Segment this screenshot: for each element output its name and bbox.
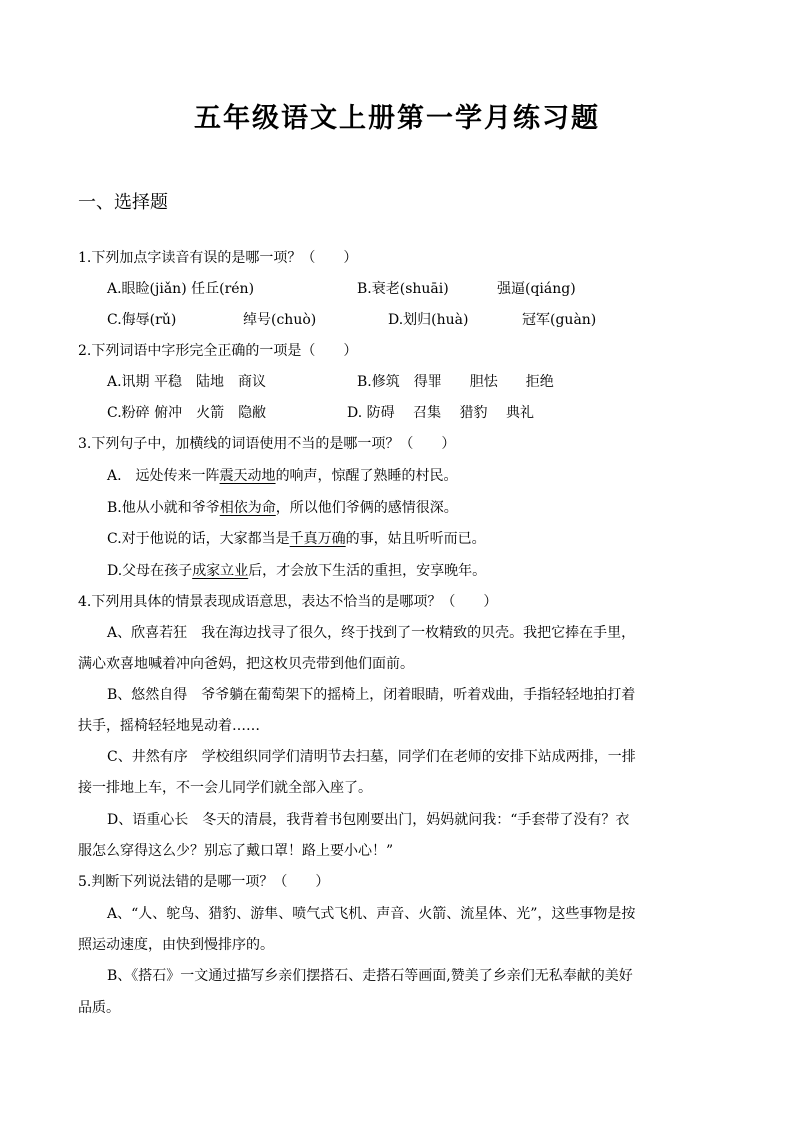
underlined-idiom: 千真万确 [289, 531, 346, 547]
option-c-word-2: 绰号(chuò) [243, 312, 317, 328]
option-b [107, 498, 458, 518]
option-a-line-1: A、“人、鸵鸟、猎豹、游隼、喷气式飞机、声音、火箭、流星体、光”，这些事物是按 [107, 906, 636, 922]
option-text: 的事，姑且听听而已。 [345, 531, 486, 547]
option-text: C.对于他说的话，大家都当是 [107, 531, 290, 547]
option-b-word-2: 强逼(qiáng) [497, 281, 576, 297]
option-a: A.眼睑(jiǎn) 任丘(rén) [107, 281, 255, 297]
underlined-idiom: 相依为命 [219, 500, 276, 516]
section-heading: 一、选择题 [78, 192, 168, 213]
option-text: ，所以他们爷俩的感情很深。 [275, 500, 458, 516]
option-a: A.讯期 平稳 陆地 商议 [107, 374, 267, 390]
option-b: B.修筑 得罪 胆怯 拒绝 [357, 374, 554, 390]
option-text: 后，才会放下生活的重担，安享晚年。 [248, 563, 487, 579]
option-b-line-1: B、《搭石》一文通过描写乡亲们摆搭石、走搭石等画面,赞美了乡亲们无私奉献的美好 [107, 968, 633, 984]
option-d [107, 561, 486, 581]
option-d-line-1: D、语重心长 冬天的清晨，我背着书包刚要出门，妈妈就问我：“手套带了没有？衣 [107, 812, 630, 828]
option-a-line-2: 满心欢喜地喊着冲向爸妈，把这枚贝壳带到他们面前。 [78, 656, 414, 672]
option-b-line-2: 扶手，摇椅轻轻地晃动着…… [78, 718, 260, 734]
option-c-line-2: 接一排地上车，不一会儿同学们就全部入座了。 [78, 780, 372, 796]
option-text: B.他从小就和爷爷 [107, 500, 220, 516]
option-text: 的响声，惊醒了熟睡的村民。 [275, 468, 458, 484]
question-2-stem: 2.下列词语中字形完全正确的一项是（ ） [78, 343, 358, 359]
option-d-word-2: 冠军(guàn) [522, 312, 597, 328]
underlined-idiom: 成家立业 [192, 563, 249, 579]
option-b: B.衰老(shuāi) [357, 281, 449, 297]
question-4-stem: 4.下列用具体的情景表现成语意思，表达不恰当的是哪项？（ ） [78, 594, 498, 610]
option-b-line-1: B、悠然自得 爷爷躺在葡萄架下的摇椅上，闭着眼睛，听着戏曲，手指轻轻地拍打着 [107, 687, 636, 703]
page-title: 五年级语文上册第一学月练习题 [194, 103, 600, 134]
option-c-line-1: C、井然有序 学校组织同学们清明节去扫墓，同学们在老师的安排下站成两排，一排 [107, 749, 636, 765]
option-d: D.划归(huà) [388, 312, 469, 328]
question-3-stem: 3.下列句子中，加横线的词语使用不当的是哪一项？（ ） [78, 436, 456, 452]
option-text: A. 远处传来一阵 [107, 468, 220, 484]
option-c [107, 529, 486, 549]
option-c: C.粉碎 俯冲 火箭 隐敝 [107, 405, 267, 421]
question-5-stem: 5.判断下列说法错的是哪一项？（ ） [78, 874, 330, 890]
option-c: C.侮辱(rǔ) [107, 312, 177, 328]
option-a [107, 466, 458, 486]
underlined-idiom: 震天动地 [219, 468, 276, 484]
option-text: D.父母在孩子 [107, 563, 193, 579]
question-1-stem: 1.下列加点字读音有误的是哪一项？（ ） [78, 250, 358, 266]
option-d: D. 防碍 召集 猎豹 典礼 [347, 405, 534, 421]
option-a-line-1: A、欣喜若狂 我在海边找寻了很久，终于找到了一枚精致的贝壳。我把它捧在手里， [107, 625, 636, 641]
option-a-line-2: 照运动速度，由快到慢排序的。 [78, 937, 274, 953]
option-b-line-2: 品质。 [78, 1000, 120, 1016]
option-d-line-2: 服怎么穿得这么少？别忘了戴口罩！路上要小心！” [78, 843, 394, 859]
